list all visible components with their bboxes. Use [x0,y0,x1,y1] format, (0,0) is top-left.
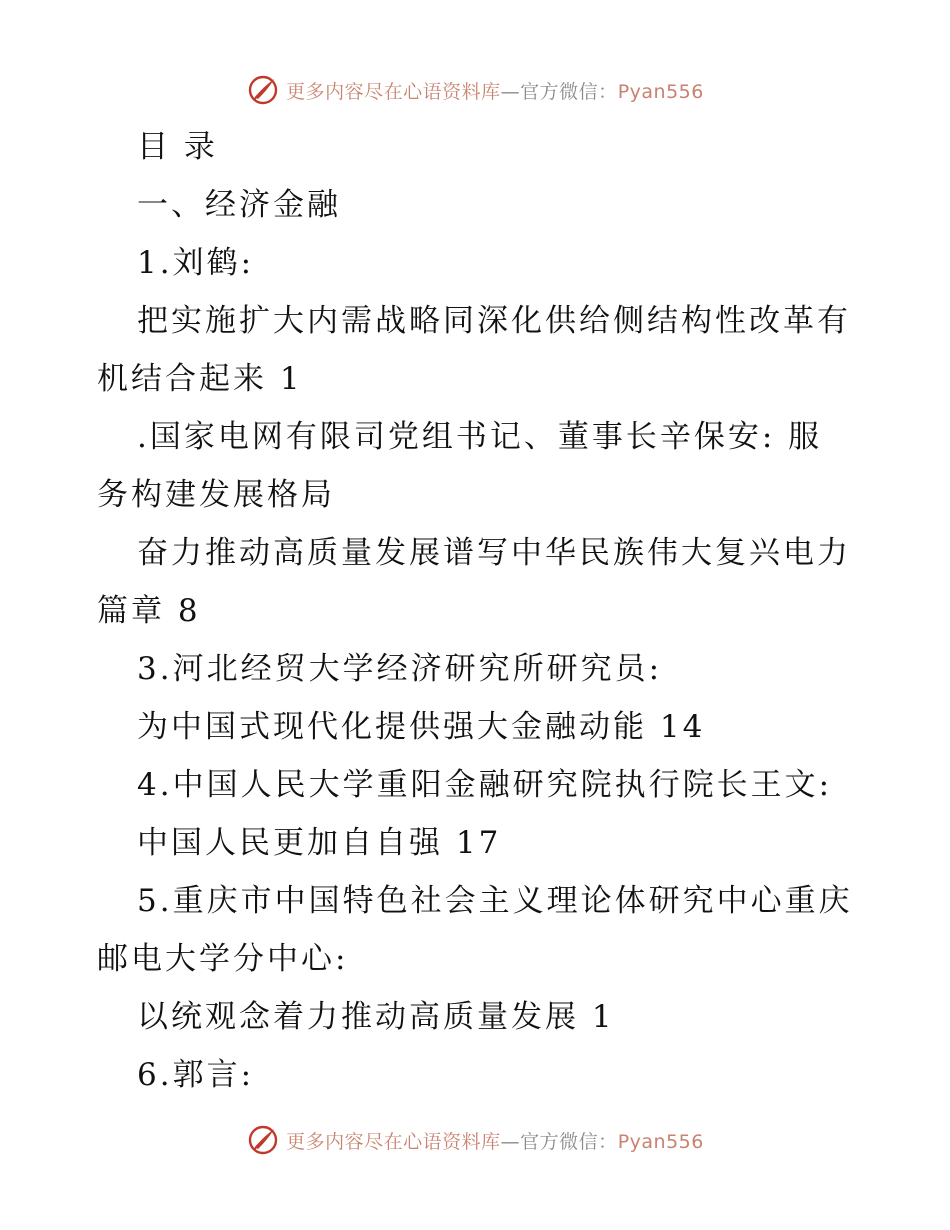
toc-entry-author: 1.刘鹤: [137,245,255,281]
toc-entry-title: 为中国式现代化提供强大金融动能 14 [137,709,706,745]
toc-entry-title: 把实施扩大内需战略同深化供给侧结构性改革有 [137,303,851,339]
toc-entry-author: 4.中国人民大学重阳金融研究院执行院长王文: [137,767,833,803]
watermark-dash: — [500,80,521,103]
toc-entry-author-continued: 邮电大学分中心: [97,941,349,977]
watermark-label: 官方微信： [520,80,618,103]
toc-entry-title-continued: 机结合起来 1 [97,361,303,397]
watermark-main-text: 更多内容尽在心语资料库 [286,1130,501,1153]
toc-entry-author: 5.重庆市中国特色社会主义理论体研究中心重庆 [137,883,853,919]
toc-entry-title: 以统观念着力推动高质量发展 1 [137,999,615,1035]
toc-entry-author: 6.郭言: [137,1057,255,1093]
table-of-contents [97,118,857,1104]
toc-entry-author: .国家电网有限司党组书记、董事长辛保安: 服 [137,419,823,455]
watermark-account: Pyan556 [617,80,704,103]
toc-entry-title: 奋力推动高质量发展谱写中华民族伟大复兴电力 [137,535,851,571]
quill-pen-logo-icon [246,73,280,107]
watermark-account: Pyan556 [617,1130,704,1153]
toc-entry-title: 中国人民更加自自强 17 [137,825,502,861]
watermark-text [286,77,704,104]
watermark-label: 官方微信： [520,1130,618,1153]
header-watermark [0,70,950,110]
toc-entry-author-continued: 务构建发展格局 [97,477,335,513]
watermark-text [286,1127,704,1154]
toc-section-title: 一、经济金融 [137,187,341,223]
watermark-main-text: 更多内容尽在心语资料库 [286,80,501,103]
toc-heading: 目 录 [137,129,218,165]
watermark-dash: — [500,1130,521,1153]
toc-entry-title-continued: 篇章 8 [97,593,201,629]
toc-entry-author: 3.河北经贸大学经济研究所研究员: [137,651,663,687]
footer-watermark [0,1120,950,1160]
quill-pen-logo-icon [246,1123,280,1157]
